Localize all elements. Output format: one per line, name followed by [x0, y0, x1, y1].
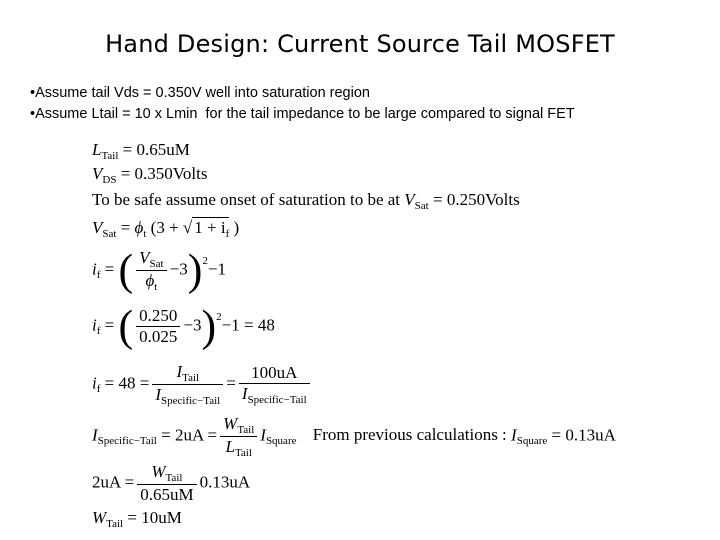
eq-sub: Specific−Tail — [97, 435, 157, 448]
eq-sub: Tail — [101, 150, 119, 162]
eq-var: I — [260, 425, 266, 445]
eq-sub: t — [143, 228, 147, 240]
eq-tail: −1 — [207, 259, 226, 279]
slide-title: Hand Design: Current Source Tail MOSFET — [105, 30, 615, 58]
eq-var: I — [511, 425, 517, 445]
eq-rhs: = 0.350Volts — [120, 164, 208, 183]
eq-var: W — [223, 414, 238, 433]
frac-num: 100uA — [239, 363, 310, 384]
bullet-vds: •Assume tail Vds = 0.350V well into saturation region — [30, 85, 370, 101]
eq-var: ϕ — [145, 271, 155, 290]
eq-sub: Square — [516, 435, 548, 448]
eq-var: I — [241, 384, 248, 403]
frac-den — [136, 271, 166, 293]
eq-var: I — [92, 425, 98, 445]
eq-close: ) — [233, 218, 240, 237]
eq-body: (3 + — [150, 218, 183, 237]
frac-num — [152, 362, 223, 385]
frac-num — [136, 248, 166, 271]
eq-minus3: −3 — [169, 259, 188, 279]
eq-sub: Tail — [165, 472, 183, 484]
eq-sub: Sat — [149, 258, 164, 270]
eq-sub: Specific−Tail — [247, 394, 307, 406]
eq-var: I — [155, 385, 162, 404]
bullet-ltail: •Assume Ltail = 10 x Lmin for the tail impedance to be large compared to signal FET — [30, 106, 575, 122]
eq-fraction — [137, 462, 196, 505]
eq-minus3: −3 — [183, 315, 202, 335]
eq-sub: t — [154, 281, 158, 293]
eq-var: V — [139, 248, 150, 267]
frac-den: 0.025 — [139, 327, 178, 346]
eq-var: i — [92, 315, 97, 335]
eq-fraction — [152, 362, 223, 407]
eq-v-ds — [92, 164, 207, 184]
eq-equals: = 2uA = — [161, 425, 218, 445]
eq-lhs: 2uA = — [92, 472, 135, 492]
eq-var: i — [92, 259, 97, 279]
frac-num — [220, 414, 257, 437]
eq-var: V — [404, 190, 415, 209]
frac-den — [152, 385, 223, 407]
bullet-list — [30, 83, 575, 125]
frac-num — [137, 462, 196, 485]
eq-phi: ϕ — [134, 218, 144, 237]
eq-sqrt-text: 1 + i — [194, 218, 226, 237]
frac-den — [220, 437, 257, 459]
eq-var: I — [176, 362, 183, 381]
eq-tail: −1 = 48 — [221, 315, 275, 335]
paren-close: ) — [201, 301, 217, 351]
eq-rhs: 0.13uA — [199, 472, 251, 492]
eq-rhs: = 0.13uA — [551, 425, 616, 445]
eq-if-48 — [92, 362, 313, 407]
eq-vsat-sentence — [92, 190, 520, 210]
eq-if-formula: $i_f$ = ( $\frac{V_{Sat}}{\phi_t}$ −3)$^2$−1 — [92, 245, 226, 295]
frac-den — [239, 384, 310, 406]
eq-sub: Tail — [182, 372, 200, 384]
eq-equals: = — [120, 218, 135, 237]
eq-sub: Sat — [102, 228, 117, 240]
sqrt-sign: √ — [182, 218, 193, 237]
eq-equals: = — [226, 373, 236, 393]
eq-sub: Specific−Tail — [161, 395, 221, 407]
eq-sub: f — [96, 269, 101, 282]
eq-sub: Square — [265, 435, 297, 448]
paren-close: ) — [187, 245, 203, 295]
eq-var: L — [225, 437, 235, 456]
eq-if-numeric: $i_f$ = ( $\frac{0.250}{0.025}$ −3)$^2$−1 = 48 — [92, 301, 275, 351]
eq-exponent: 2 — [216, 311, 222, 324]
sqrt-body — [192, 217, 230, 240]
eq-fraction — [239, 363, 310, 406]
eq-rhs: = 10uM — [127, 508, 182, 527]
paren-open: ( — [118, 301, 134, 351]
eq-equals: = 48 = — [104, 373, 150, 393]
eq-var: W — [92, 508, 107, 527]
eq-sub: Tail — [106, 518, 124, 530]
eq-note: From previous calculations : — [312, 425, 512, 445]
eq-w-tail — [92, 508, 182, 528]
eq-rhs: = 0.250Volts — [432, 190, 520, 209]
eq-var: V — [92, 218, 103, 237]
eq-sub: Sat — [414, 200, 429, 212]
eq-var: i — [92, 373, 97, 393]
paren-open: ( — [118, 245, 134, 295]
eq-two-ua — [92, 462, 250, 505]
eq-sub: f — [96, 325, 101, 338]
eq-l-tail — [92, 140, 190, 160]
eq-rhs: = 0.65uM — [122, 140, 190, 159]
eq-ispec — [92, 414, 616, 459]
eq-sub: f — [225, 228, 230, 240]
eq-var: L — [92, 140, 102, 159]
eq-fraction — [220, 414, 257, 459]
eq-var: W — [151, 462, 166, 481]
eq-vsat-formula — [92, 218, 239, 238]
eq-sub: Tail — [234, 447, 252, 459]
eq-sub: DS — [102, 174, 117, 186]
eq-var: V — [92, 164, 103, 183]
frac-num: 0.250 — [136, 306, 180, 327]
eq-fraction — [136, 248, 166, 293]
eq-text: To be safe assume onset of saturation to be at — [92, 190, 405, 209]
eq-exponent: 2 — [202, 255, 208, 268]
frac-den: 0.65uM — [140, 485, 194, 504]
eq-fraction — [136, 306, 180, 347]
eq-sub: f — [96, 383, 101, 396]
eq-sub: Tail — [237, 424, 255, 436]
